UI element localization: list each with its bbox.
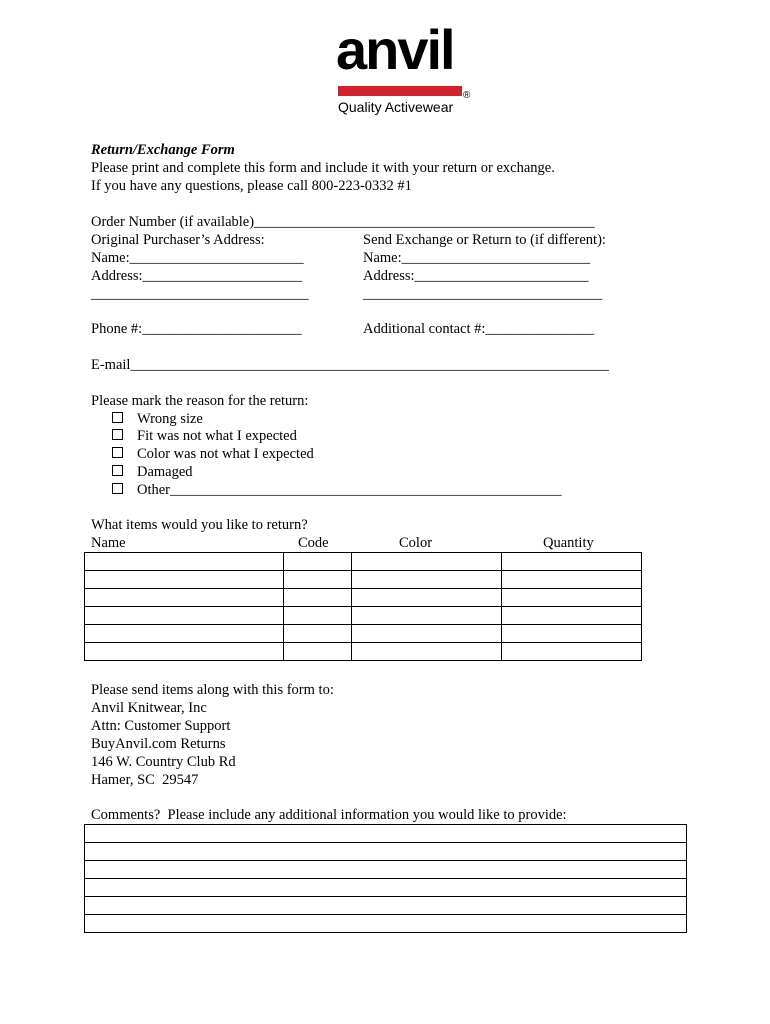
email-field[interactable]: E-mail__________________________________________________________________ [91, 357, 609, 373]
reason-option-damaged[interactable] [112, 464, 193, 481]
table-cell[interactable] [85, 643, 284, 661]
address-field-left[interactable]: Address:______________________ [91, 268, 303, 284]
items-prompt: What items would you like to return? [91, 517, 308, 533]
column-header-quantity: Quantity [543, 535, 594, 551]
reason-label: Wrong size [137, 411, 203, 427]
reason-option-fit[interactable] [112, 428, 297, 445]
checkbox[interactable] [112, 429, 123, 440]
form-title: Return/Exchange Form [91, 142, 235, 158]
instructions-line-1: Please print and complete this form and include it with your return or exchange. [91, 160, 555, 176]
table-cell[interactable] [502, 643, 642, 661]
comments-table-body [85, 825, 687, 933]
comment-line[interactable] [85, 861, 687, 879]
checkbox[interactable] [112, 412, 123, 423]
reason-option-wrong-size[interactable] [112, 411, 203, 428]
reason-label: Color was not what I expected [137, 446, 314, 462]
table-cell[interactable] [351, 643, 502, 661]
table-cell[interactable] [283, 643, 351, 661]
reason-label: Fit was not what I expected [137, 428, 297, 444]
comments-prompt: Comments? Please include any additional information you would like to provide: [91, 807, 567, 823]
comment-line[interactable] [85, 915, 687, 933]
reason-prompt: Please mark the reason for the return: [91, 393, 309, 409]
original-address-label: Original Purchaser’s Address: [91, 232, 265, 248]
table-cell[interactable] [85, 625, 284, 643]
table-cell[interactable] [283, 589, 351, 607]
table-cell[interactable] [351, 625, 502, 643]
table-cell[interactable] [351, 553, 502, 571]
address-line2-right[interactable]: _________________________________ [363, 286, 603, 302]
column-header-name: Name [91, 535, 126, 551]
send-to-label: Send Exchange or Return to (if different): [363, 232, 606, 248]
table-row [85, 589, 642, 607]
address-line: Anvil Knitwear, Inc [91, 700, 207, 716]
table-cell[interactable] [502, 571, 642, 589]
table-row [85, 643, 642, 661]
address-line: Hamer, SC 29547 [91, 772, 199, 788]
table-row [85, 625, 642, 643]
additional-contact-field[interactable]: Additional contact #:_______________ [363, 321, 595, 337]
table-cell[interactable] [283, 553, 351, 571]
checkbox[interactable] [112, 483, 123, 494]
checkbox[interactable] [112, 465, 123, 476]
table-cell[interactable] [502, 553, 642, 571]
comment-row [85, 843, 687, 861]
column-header-color: Color [399, 535, 433, 551]
registered-mark: ® [463, 90, 471, 101]
items-table [84, 552, 642, 661]
checkbox[interactable] [112, 447, 123, 458]
table-cell[interactable] [351, 589, 502, 607]
table-cell[interactable] [85, 553, 284, 571]
address-line2-left[interactable]: ______________________________ [91, 286, 309, 302]
comment-row [85, 915, 687, 933]
table-cell[interactable] [85, 571, 284, 589]
comment-row [85, 897, 687, 915]
address-field-right[interactable]: Address:________________________ [363, 268, 589, 284]
instructions-line-2: If you have any questions, please call 800-223-0332 #1 [91, 178, 412, 194]
comment-line[interactable] [85, 843, 687, 861]
column-header-code: Code [298, 535, 329, 551]
table-cell[interactable] [502, 625, 642, 643]
table-cell[interactable] [351, 571, 502, 589]
table-cell[interactable] [85, 607, 284, 625]
address-line: Attn: Customer Support [91, 718, 231, 734]
table-cell[interactable] [283, 571, 351, 589]
table-cell[interactable] [283, 625, 351, 643]
comments-table [84, 824, 687, 933]
logo-wordmark: anvil [336, 18, 454, 81]
reason-option-other[interactable] [112, 482, 562, 499]
reason-label: Other______________________________________________________ [137, 482, 562, 498]
table-cell[interactable] [502, 607, 642, 625]
reason-option-color[interactable] [112, 446, 314, 463]
comment-line[interactable] [85, 879, 687, 897]
logo-red-bar [338, 86, 462, 96]
address-line: BuyAnvil.com Returns [91, 736, 226, 752]
table-row [85, 571, 642, 589]
reason-label: Damaged [137, 464, 193, 480]
comment-line[interactable] [85, 897, 687, 915]
comment-row [85, 825, 687, 843]
name-field-right[interactable]: Name:__________________________ [363, 250, 591, 266]
order-number-field[interactable]: Order Number (if available)_______________________________________________ [91, 214, 595, 230]
comment-line[interactable] [85, 825, 687, 843]
address-line: 146 W. Country Club Rd [91, 754, 236, 770]
table-row [85, 607, 642, 625]
name-field-left[interactable]: Name:________________________ [91, 250, 304, 266]
table-cell[interactable] [85, 589, 284, 607]
logo-tagline: Quality Activewear [338, 99, 454, 115]
phone-field[interactable]: Phone #:______________________ [91, 321, 302, 337]
table-row [85, 553, 642, 571]
comment-row [85, 879, 687, 897]
table-cell[interactable] [283, 607, 351, 625]
table-cell[interactable] [351, 607, 502, 625]
table-cell[interactable] [502, 589, 642, 607]
send-items-intro: Please send items along with this form to: [91, 682, 334, 698]
items-table-body [85, 553, 642, 661]
comment-row [85, 861, 687, 879]
